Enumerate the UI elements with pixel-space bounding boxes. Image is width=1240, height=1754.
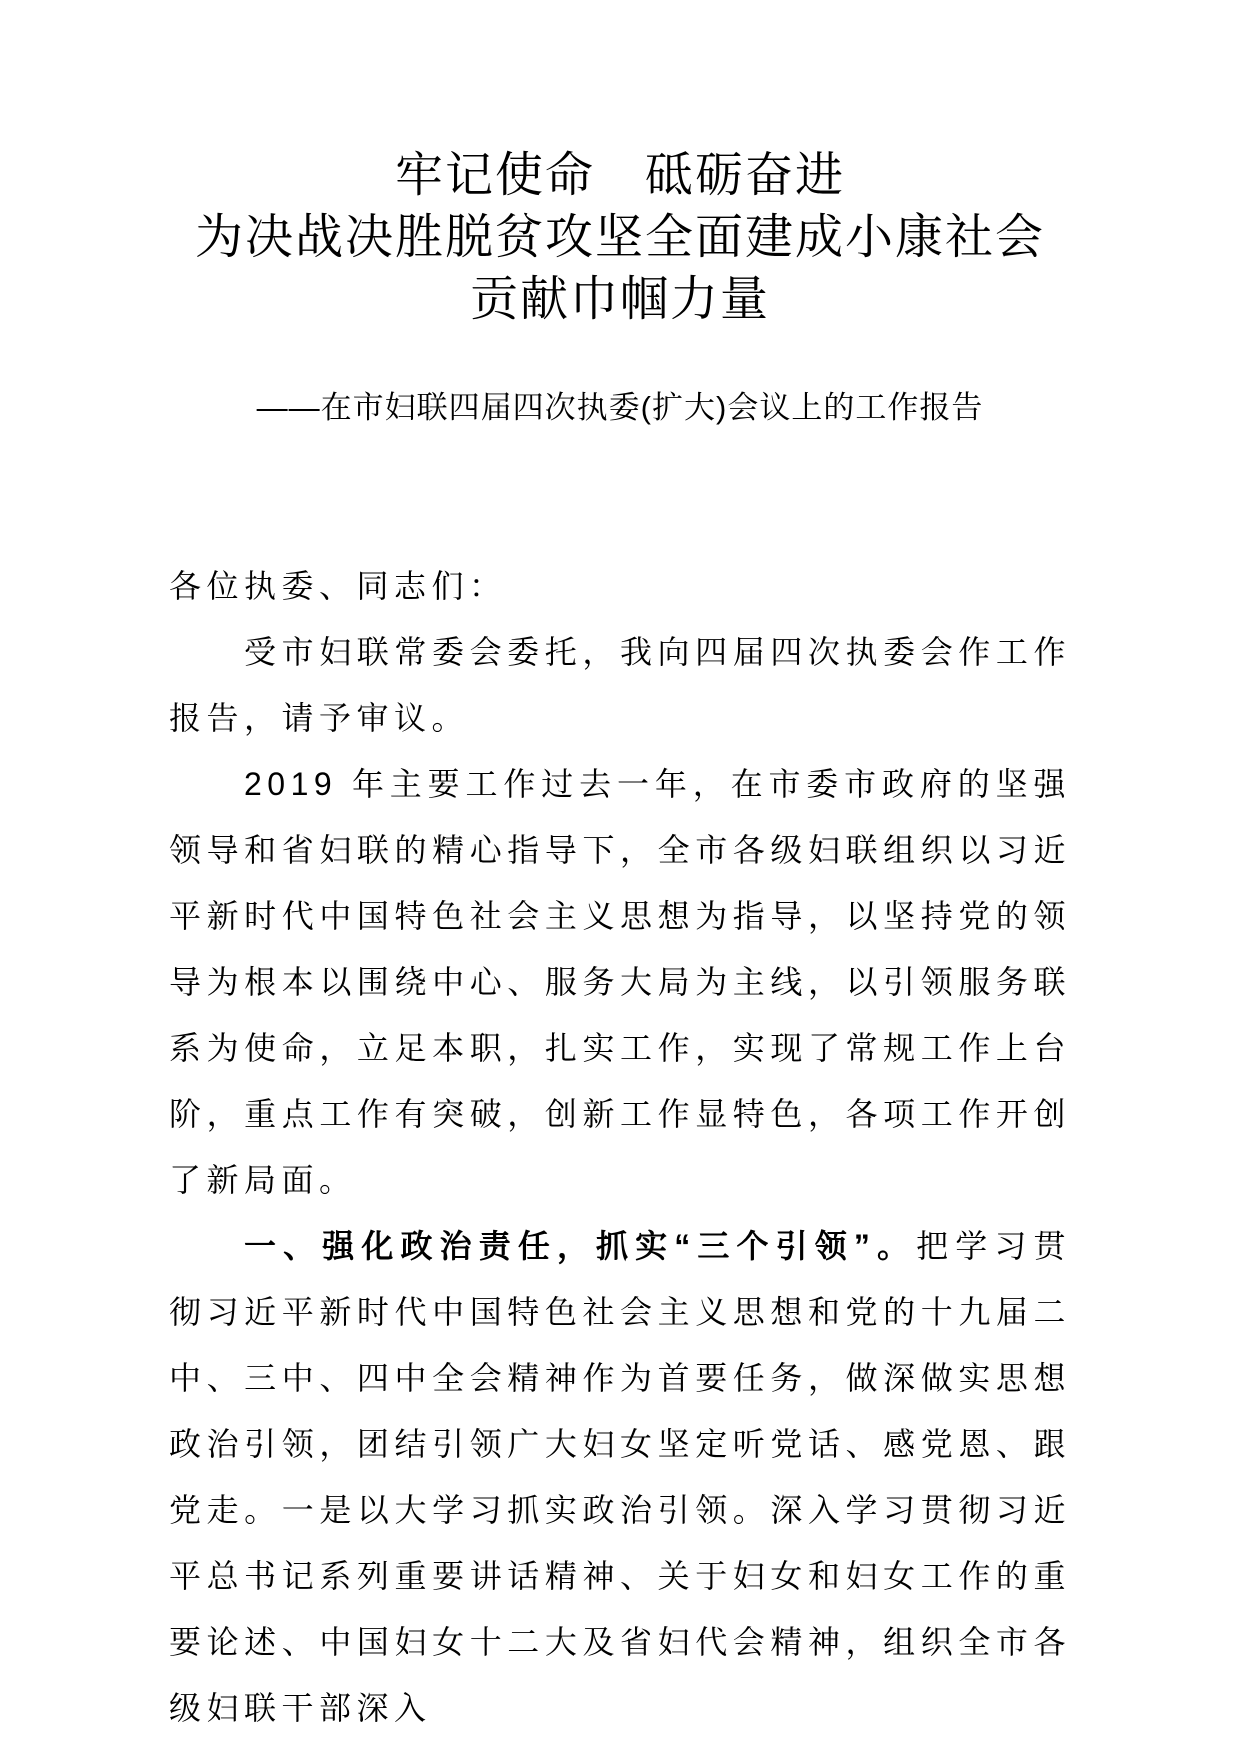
bold-text-run: 一、强化政治责任，抓实“三个引领”。 [244, 1228, 917, 1264]
document-title [70, 145, 1170, 331]
text-run: 受市妇联常委会委托，我向四届四次执委会作工作报告，请予审议。 [169, 634, 1071, 736]
title-line-2: 为决战决胜脱贫攻坚全面建成小康社会 [194, 211, 1045, 264]
title-line-1: 牢记使命 砥砺奋进 [394, 149, 845, 202]
text-run: 2019 年主要工作过去一年，在市委市政府的坚强领导和省妇联的精心指导下，全市各级妇联组织以习近平新时代中国特色社会主义思想为指导，以坚持党的领导为根本以围绕中心、服务大局为主线，以引领服务联系为使命，立足本职，扎实工作，实现了常规工作上台阶，重点工作有突破，创新工作显特色，各项工作开创了新局面。 [169, 766, 1071, 1198]
paragraph [169, 751, 1071, 1213]
paragraph [169, 619, 1071, 751]
title-line-3: 贡献巾帼力量 [469, 273, 770, 326]
text-run: 把学习贯彻习近平新时代中国特色社会主义思想和党的十九届二中、三中、四中全会精神作为首要任务，做深做实思想政治引领，团结引领广大妇女坚定听党话、感党恩、跟党走。一是以大学习抓实政治引领。深入学习贯彻习近平总书记系列重要讲话精神、关于妇女和妇女工作的重要论述、中国妇女十二大及省妇代会精神，组织全市各级妇联干部深入 [169, 1228, 1071, 1726]
paragraph [169, 553, 1071, 619]
text-run: 各位执委、同志们： [169, 568, 507, 604]
paragraph [169, 1213, 1071, 1741]
document-body [169, 553, 1071, 1741]
document-subtitle: ——在市妇联四届四次执委(扩大)会议上的工作报告 [256, 390, 984, 425]
